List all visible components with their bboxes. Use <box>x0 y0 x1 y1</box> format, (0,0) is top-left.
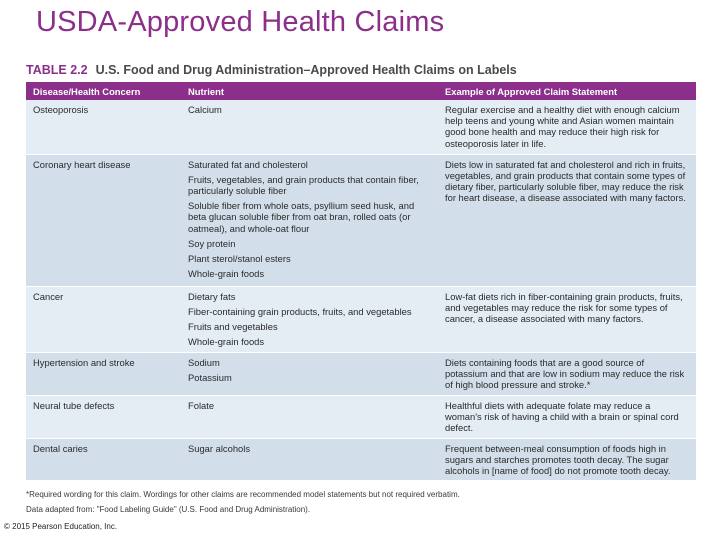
claim-cell: Diets containing foods that are a good source of potassium and that are low in sodium may reduce the risk of high blood pressure and stroke.* <box>438 352 696 395</box>
nutrient-item: Whole-grain foods <box>188 336 265 348</box>
nutrient-item: Saturated fat and cholesterol <box>188 158 308 170</box>
nutrient-item: Fruits, vegetables, and grain products that contain fiber, particularly soluble fiber <box>188 173 419 196</box>
table-row <box>26 286 696 352</box>
concern-cell: Neural tube defects <box>26 395 181 438</box>
concern-cell: Dental caries <box>26 438 181 480</box>
claim-cell: Healthful diets with adequate folate may reduce a woman's risk of having a child with a brain or spinal cord defect. <box>438 395 696 438</box>
nutrient-item: Sodium <box>188 356 220 368</box>
nutrient-cell <box>181 395 438 438</box>
copyright-notice: © 2015 Pearson Education, Inc. <box>4 522 118 531</box>
table-header-row <box>26 82 696 100</box>
concern-cell: Hypertension and stroke <box>26 352 181 395</box>
claim-cell: Frequent between-meal consumption of foods high in sugars and starches promotes tooth decay. The sugar alcohols in [name of food] do not promote tooth decay. <box>438 438 696 480</box>
nutrient-cell <box>181 154 438 286</box>
health-claims-table <box>26 82 696 481</box>
nutrient-item: Soy protein <box>188 237 236 249</box>
table-caption-text: U.S. Food and Drug Administration–Approved Health Claims on Labels <box>95 63 517 77</box>
header-nutrient: Nutrient <box>181 82 438 100</box>
nutrient-item: Plant sterol/stanol esters <box>188 252 291 264</box>
header-claim: Example of Approved Claim Statement <box>438 82 696 100</box>
nutrient-cell <box>181 100 438 154</box>
table-row <box>26 395 696 438</box>
table-row <box>26 100 696 154</box>
table-row <box>26 438 696 480</box>
concern-cell: Coronary heart disease <box>26 154 181 286</box>
table-number: TABLE 2.2 <box>26 63 88 77</box>
nutrient-item: Sugar alcohols <box>188 442 251 454</box>
header-concern: Disease/Health Concern <box>26 82 181 100</box>
concern-cell: Osteoporosis <box>26 100 181 154</box>
nutrient-item: Soluble fiber from whole oats, psyllium seed husk, and beta glucan soluble fiber from oat bran, rolled oats (or oatmeal), and whole-oat flour <box>188 200 415 234</box>
footnote-required-wording: *Required wording for this claim. Wordings for other claims are recommended model statements but not required verbatim. <box>26 490 460 499</box>
table-caption <box>26 63 696 77</box>
footnote-data-source: Data adapted from: "Food Labeling Guide" (U.S. Food and Drug Administration). <box>26 505 311 514</box>
claim-cell: Diets low in saturated fat and cholesterol and rich in fruits, vegetables, and grain products that contain some types of dietary fiber, particularly soluble fiber, may reduce the risk for heart disease, a disease associated with many factors. <box>438 154 696 286</box>
nutrient-item: Fruits and vegetables <box>188 320 278 332</box>
claim-cell: Regular exercise and a healthy diet with enough calcium help teens and young white and Asian women maintain good bone health and may reduce their high risk for osteoporosis later in life. <box>438 100 696 154</box>
nutrient-item: Potassium <box>188 371 232 383</box>
nutrient-item: Whole-grain foods <box>188 268 265 280</box>
nutrient-item: Calcium <box>188 104 222 115</box>
concern-cell: Cancer <box>26 286 181 352</box>
nutrient-item: Fiber-containing grain products, fruits, and vegetables <box>188 305 412 317</box>
nutrient-cell <box>181 438 438 480</box>
claim-cell: Low-fat diets rich in fiber-containing grain products, fruits, and vegetables may reduce the risk for some types of cancer, a disease associated with many factors. <box>438 286 696 352</box>
nutrient-cell <box>181 352 438 395</box>
table-row <box>26 154 696 286</box>
slide-title: USDA-Approved Health Claims <box>36 6 445 38</box>
nutrient-item: Dietary fats <box>188 290 236 302</box>
nutrient-cell <box>181 286 438 352</box>
table-row <box>26 352 696 395</box>
nutrient-item: Folate <box>188 399 215 411</box>
